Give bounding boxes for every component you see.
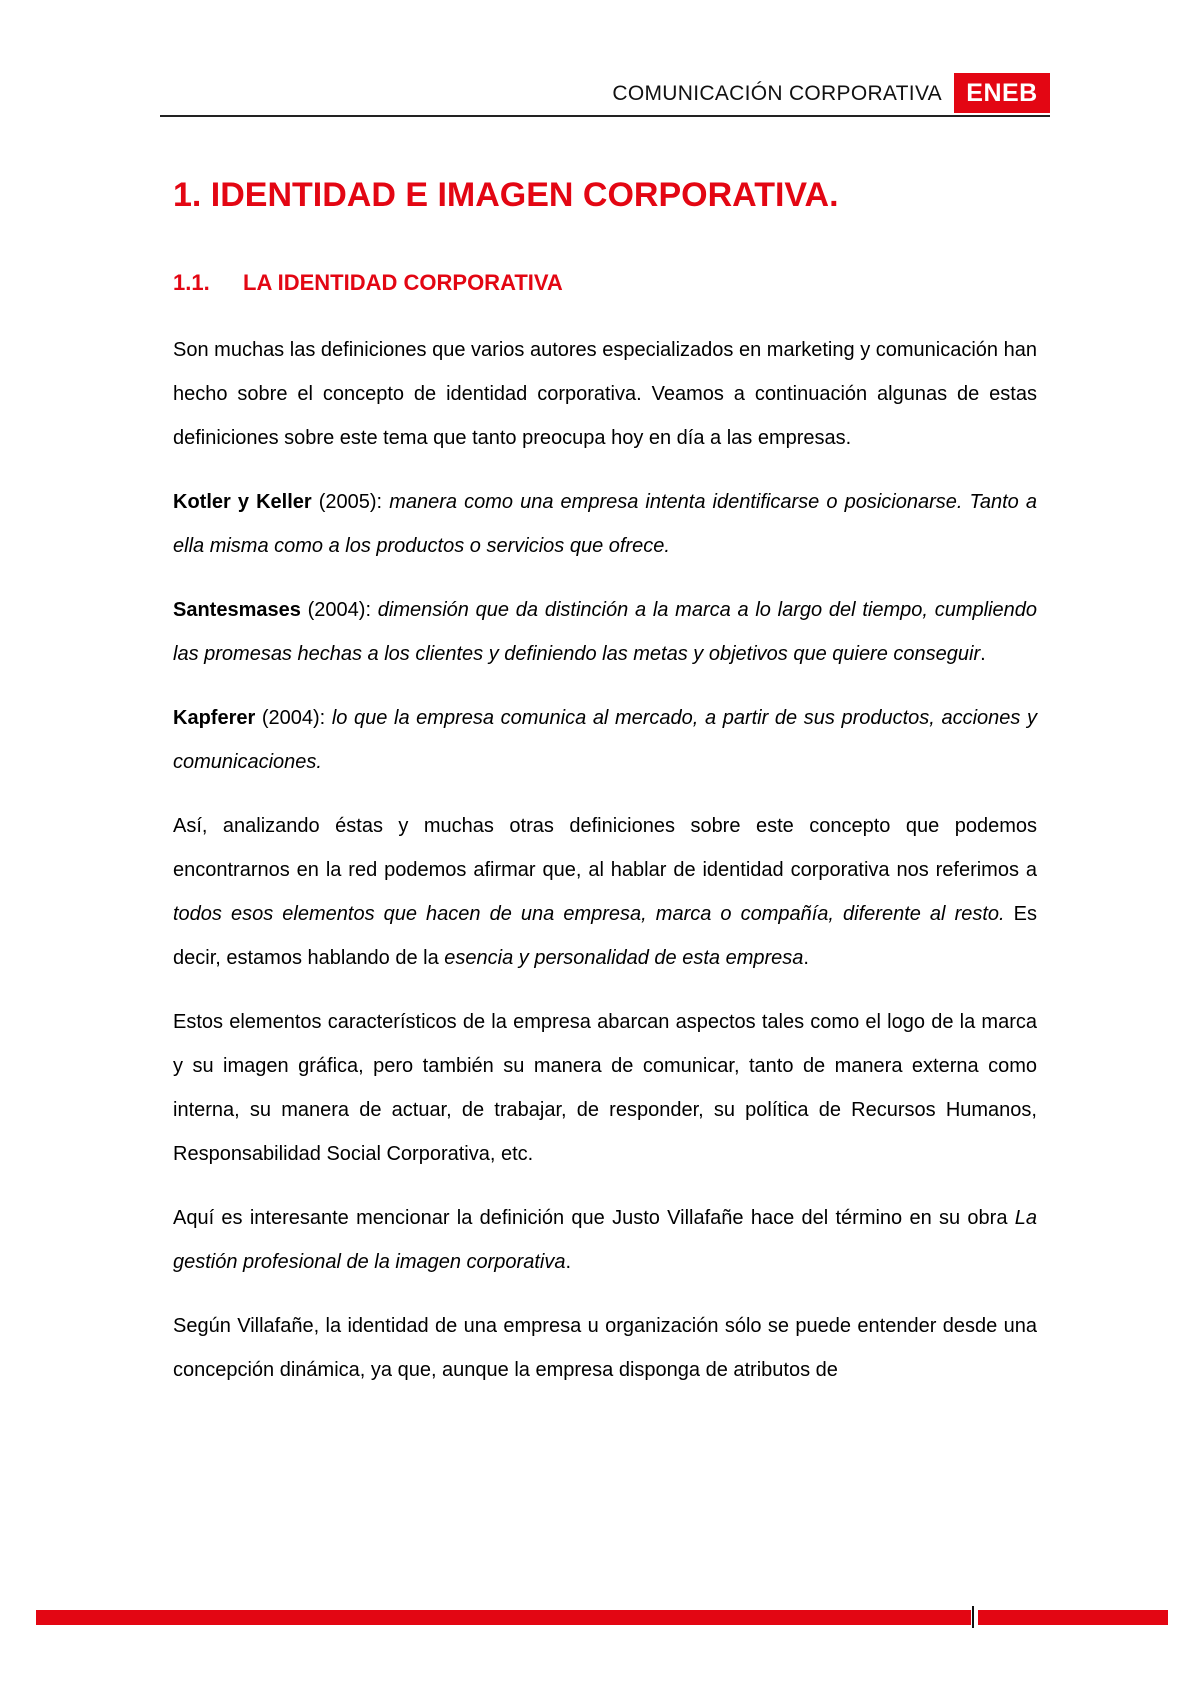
author-year: (2005): [311, 491, 390, 513]
text-run: . [803, 947, 809, 969]
paragraph-elementos: Estos elementos característicos de la empresa abarcan aspectos tales como el logo de la marca y su imagen gráfica, pero también su manera de comunicar, tanto de manera externa como interna, su manera de actuar, de trabajar, de responder, su política de Recursos Humanos, Responsabilidad Social Corporativa, etc. [173, 1011, 1037, 1165]
author-name: Kotler y Keller [173, 491, 312, 513]
text-run: . [565, 1251, 572, 1273]
definition-santesmases [173, 588, 1037, 676]
definition-text: manera como una empresa intenta identificarse o posicionarse. Tanto a ella misma como a los productos o servicios que ofrece. [173, 491, 1038, 557]
footer-bar-page [978, 1610, 1168, 1625]
paragraph-villafane [173, 1196, 1037, 1284]
intro-paragraph: Son muchas las definiciones que varios autores especializados en marketing y comunicación han hecho sobre el concepto de identidad corporativa. Veamos a continuación algunas de estas definiciones sobre este tema que tanto preocupa hoy en día a las empresas. [173, 339, 1037, 449]
italic-run: esencia y personalidad de esta empresa [444, 947, 804, 969]
author-year: (2004): [300, 599, 378, 621]
paragraph-asi [173, 804, 1037, 980]
header-divider [160, 115, 1050, 117]
author-year: (2004): [255, 707, 332, 729]
punctuation: . [980, 643, 986, 665]
italic-run: todos esos elementos que hacen de una empresa, marca o compañía, diferente al resto. [173, 903, 1005, 925]
text-run: Aquí es interesante mencionar la definición que Justo Villafañe hace del término en su obra [173, 1207, 1015, 1229]
eneb-logo: ENEB [954, 73, 1050, 113]
text-run: Es decir, estamos hablando de la [173, 903, 1037, 969]
page-header [160, 68, 1050, 116]
footer-separator [972, 1606, 974, 1628]
definition-kapferer [173, 696, 1037, 784]
definition-text: lo que la empresa comunica al mercado, a partir de sus productos, acciones y comunicaciones. [173, 707, 1038, 773]
subsection-title: LA IDENTIDAD CORPORATIVA [243, 270, 563, 295]
book-title: La gestión profesional de la imagen corporativa [173, 1207, 1037, 1273]
paragraph-segun: Según Villafañe, la identidad de una empresa u organización sólo se puede entender desde una concepción dinámica, ya que, aunque la empresa disponga de atributos de [173, 1315, 1037, 1381]
definition-text: dimensión que da distinción a la marca a lo largo del tiempo, cumpliendo las promesas hechas a los clientes y definiendo las metas y objetivos que quiere conseguir [173, 599, 1037, 665]
subsection-heading [173, 268, 1037, 298]
footer-bar [36, 1610, 971, 1625]
header-title: COMUNICACIÓN CORPORATIVA [612, 82, 942, 105]
subsection-number: 1.1. [173, 270, 210, 295]
document-body [173, 172, 1037, 1412]
text-run: Así, analizando éstas y muchas otras definiciones sobre este concepto que podemos encontrarnos en la red podemos afirmar que, al hablar de identidad corporativa nos referimos a [173, 815, 1037, 881]
definition-kotler [173, 480, 1037, 568]
author-name: Santesmases [173, 599, 301, 621]
author-name: Kapferer [173, 707, 256, 729]
section-title: 1. IDENTIDAD E IMAGEN CORPORATIVA. [173, 176, 839, 214]
